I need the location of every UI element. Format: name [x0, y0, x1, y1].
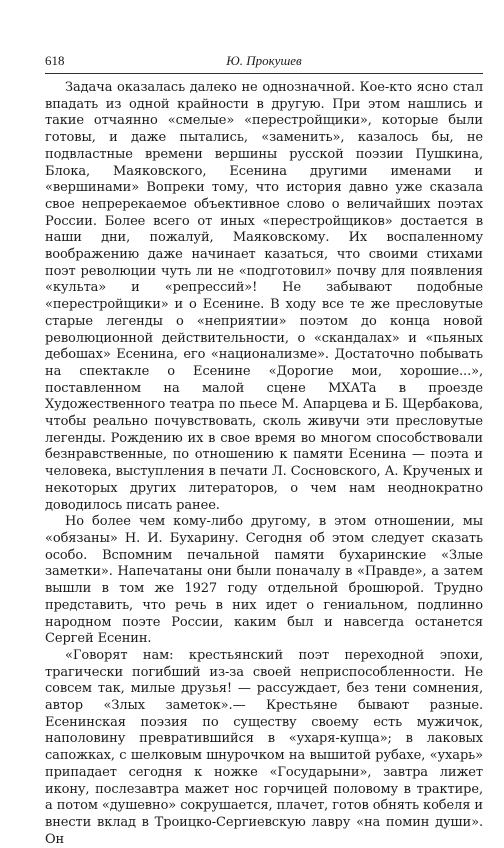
book-page [45, 0, 483, 847]
paragraph: «Говорят нам: крестьянский поэт переходной эпохи, трагически погибший из-за своей неприспособленности. Не совсем так, милые друзья! — рассуждает, без тени сомнения, автор «Злых заметок».— Крестьяне бывают разные. Есенинская поэзия по существу своему есть мужичок, наполовину превратившийся в «ухаря-купца»; в лаковых сапожках, с шелковым шнурочком на вышитой рубахе, «ухарь» припадает сегодня к ножке «Государыни», завтра лижет икону, послезавтра мажет нос горчицей половому в трактире, а потом «душевно» сокрушается, плачет, готов обнять кобеля и внести вклад в Троицко-Сергиевскую лавру «на помин души». Он [45, 647, 483, 847]
running-head-title: Ю. Прокушев [226, 53, 302, 68]
header-divider [45, 73, 483, 74]
page-number: 618 [45, 53, 65, 68]
paragraph: Задача оказалась далеко не однозначной. Кое-кто ясно стал впадать из одной крайности в другую. При этом нашлись и такие отчаянно «смелые» «перестройщики», которые были готовы, и даже пытались, «заменить», казалось бы, не подвластные времени вершины русской поэзии Пушкина, Блока, Маяковского, Есенина другими именами и «вершинами» Вопреки тому, что история давно уже сказала свое непререкаемое объективное слово о величайших поэтах России. Более всего от иных «перестройщиков» достается в наши дни, пожалуй, Маяковскому. Их воспаленному воображению даже начинает казаться, что своими стихами поэт революции чуть ли не «подготовил» почву для появления «культа» и «репрессий»! Не забывают подобные «перестройщики» и о Есенине. В ходу все те же пресловутые старые легенды о «неприятии» поэтом до конца новой революционной действительности, о «скандалах» и «пьяных дебошах» Есенина, его «национализме». Достаточно побывать на спектакле о Есенине «Дорогие мои, хорошие...», поставленном на малой сцене МХАТа в проезде Художественного театра по пьесе М. Апарцева и Б. Щербакова, чтобы реально почувствовать, сколь живучи эти пресловутые легенды. Рождению их в свое время во многом способствовали безнравственные, по отношению к памяти Есенина — поэта и человека, выступления в печати Л. Сосновского, А. Крученых и некоторых других литераторов, о чем нам неоднократно доводилось писать ранее. [45, 80, 483, 513]
paragraph: Но более чем кому-либо другому, в этом отношении, мы «обязаны» Н. И. Бухарину. Сегодня об этом следует сказать особо. Вспомним печальной памяти бухаринские «Злые заметки». Напечатаны они были поначалу в «Правде», а затем вышли в том же 1927 году отдельной брошюрой. Трудно представить, что речь в них идет о гениальном, подлинно народном поэте России, каким был и навсегда останется Сергей Есенин. [45, 514, 483, 647]
running-head [45, 53, 483, 71]
body-text [45, 80, 483, 848]
